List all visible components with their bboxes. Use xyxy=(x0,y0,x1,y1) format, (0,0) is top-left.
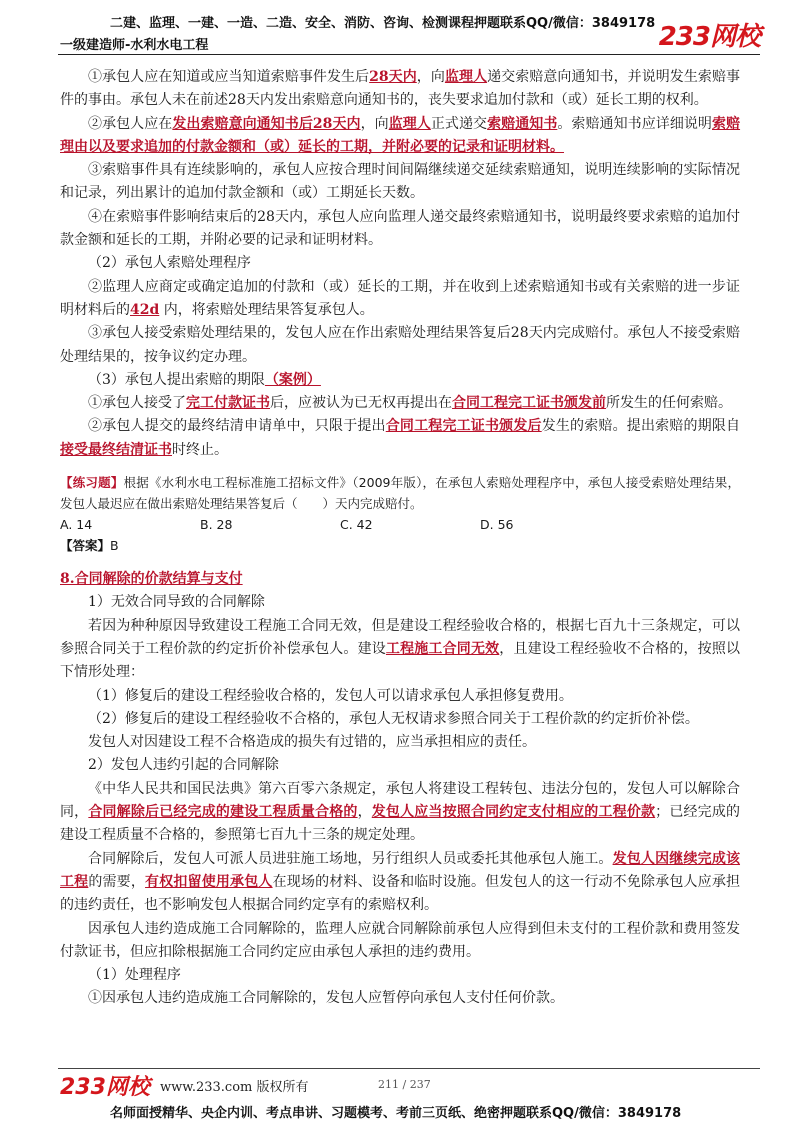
exercise-options xyxy=(60,514,620,535)
paragraph: ①承包人应在知道或应当知道索赔事件发生后28天内，向监理人递交索赔意向通知书，并说明发生索赔事件的事由。承包人未在前述28天内发出索赔意向通知书的，丧失要求追加付款和（或）延长工期的权利。 xyxy=(60,69,741,109)
option-c: C. 42 xyxy=(340,517,373,533)
option-a: A. 14 xyxy=(60,517,93,533)
footer-divider xyxy=(58,1068,760,1069)
subheading: （3）承包人提出索赔的期限（案例） xyxy=(88,371,321,388)
page-number: 211 / 237 xyxy=(378,1078,431,1091)
page-content xyxy=(60,66,740,1011)
subheading: 2）发包人违约引起的合同解除 xyxy=(88,757,279,774)
paragraph: ③索赔事件具有连续影响的，承包人应按合理时间间隔继续递交延续索赔通知，说明连续影响的实际情况和记录，列出累计的追加付款金额和（或）工期延长天数。 xyxy=(60,162,740,202)
exercise-block xyxy=(60,472,740,556)
footer-logo: 233网校 xyxy=(60,1075,150,1100)
paragraph: ②承包人应在发出索赔意向通知书后28天内，向监理人正式递交索赔通知书。索赔通知书应详细说明索赔理由以及要求追加的付款金额和（或）延长的工期，并附必要的记录和证明材料。 xyxy=(60,115,741,155)
subheading: （1）处理程序 xyxy=(88,967,181,984)
footer-contact: 名师面授精华、央企内训、考点串讲、习题模考、考前三页纸、绝密押题联系QQ/微信：3849178 xyxy=(110,1106,682,1121)
paragraph: （2）修复后的建设工程经验收不合格的，承包人无权请求参照合同关于工程价款的约定折价补偿。 xyxy=(88,710,699,727)
paragraph: ①因承包人违约造成施工合同解除的，发包人应暂停向承包人支付任何价款。 xyxy=(88,990,564,1007)
paragraph: 若因为种种原因导致建设工程施工合同无效，但是建设工程经验收合格的，根据七百九十三条规定，可以参照合同关于工程价款的约定折价补偿承包人。建设工程施工合同无效，且建设工程经验收不合格的，按照以下情形处理： xyxy=(60,617,741,681)
section-heading: 8.合同解除的价款结算与支付 xyxy=(60,571,243,588)
paragraph: ③承包人接受索赔处理结果的，发包人应在作出索赔处理结果答复后28天内完成赔付。承包人不接受索赔处理结果的，按争议约定办理。 xyxy=(60,325,740,365)
paragraph: ④在索赔事件影响结束后的28天内，承包人应向监理人递交最终索赔通知书，说明最终要求索赔的追加付款金额和延长的工期，并附必要的记录和证明材料。 xyxy=(60,208,740,249)
paragraph: 合同解除后，发包人可派人员进驻施工场地，另行组织人员或委托其他承包人施工。发包人因继续完成该工程的需要，有权扣留使用承包人在现场的材料、设备和临时设施。但发包人的这一行动不免除承包人应承担的违约责任，也不影响发包人根据合同约定享有的索赔权利。 xyxy=(60,850,741,914)
header-subject: 一级建造师-水利水电工程 xyxy=(60,38,209,53)
paragraph: 《中华人民共和国民法典》第六百零六条规定，承包人将建设工程转包、违法分包的，发包人可以解除合同，合同解除后已经完成的建设工程质量合格的，发包人应当按照合同约定支付相应的工程价款；已经完成的建设工程质量不合格的，参照第七百九十三条的规定处理。 xyxy=(60,780,741,844)
paragraph: ②承包人提交的最终结清申请单中，只限于提出合同工程完工证书颁发后发生的索赔。提出索赔的期限自接受最终结清证书时终止。 xyxy=(60,418,741,458)
brand-logo: 233网校 xyxy=(658,22,760,52)
option-b: B. 28 xyxy=(200,517,233,533)
paragraph: ②监理人应商定或确定追加的付款和（或）延长的工期，并在收到上述索赔通知书或有关索赔的进一步证明材料后的42d 内，将索赔处理结果答复承包人。 xyxy=(60,278,740,318)
subheading: 1）无效合同导致的合同解除 xyxy=(88,594,265,611)
option-d: D. 56 xyxy=(480,517,514,533)
paragraph: 因承包人违约造成施工合同解除的，监理人应就合同解除前承包人应得到但未支付的工程价款和费用签发付款证书，但应扣除根据施工合同约定应由承包人承担的违约费用。 xyxy=(60,920,740,960)
paragraph: ①承包人接受了完工付款证书后，应被认为已无权再提出在合同工程完工证书颁发前所发生的任何索赔。 xyxy=(88,395,732,412)
header-contact: 二建、监理、一建、一造、二造、安全、消防、咨询、检测课程押题联系QQ/微信：3849178 xyxy=(110,16,656,31)
paragraph: （1）修复后的建设工程经验收合格的，发包人可以请求承包人承担修复费用。 xyxy=(88,687,573,704)
subheading: （2）承包人索赔处理程序 xyxy=(88,255,251,272)
footer-site: www.233.com 版权所有 xyxy=(160,1080,309,1095)
exercise-question: 【练习题】根据《水利水电工程标准施工招标文件》（2009年版），在承包人索赔处理程序中，承包人接受索赔处理结果，发包人最迟应在做出索赔处理结果答复后（ ）天内完成赔付。 xyxy=(60,475,740,512)
paragraph: 发包人对因建设工程不合格造成的损失有过错的，应当承担相应的责任。 xyxy=(88,734,536,751)
exercise-answer: 【答案】B xyxy=(60,538,119,554)
header-divider xyxy=(58,54,760,55)
